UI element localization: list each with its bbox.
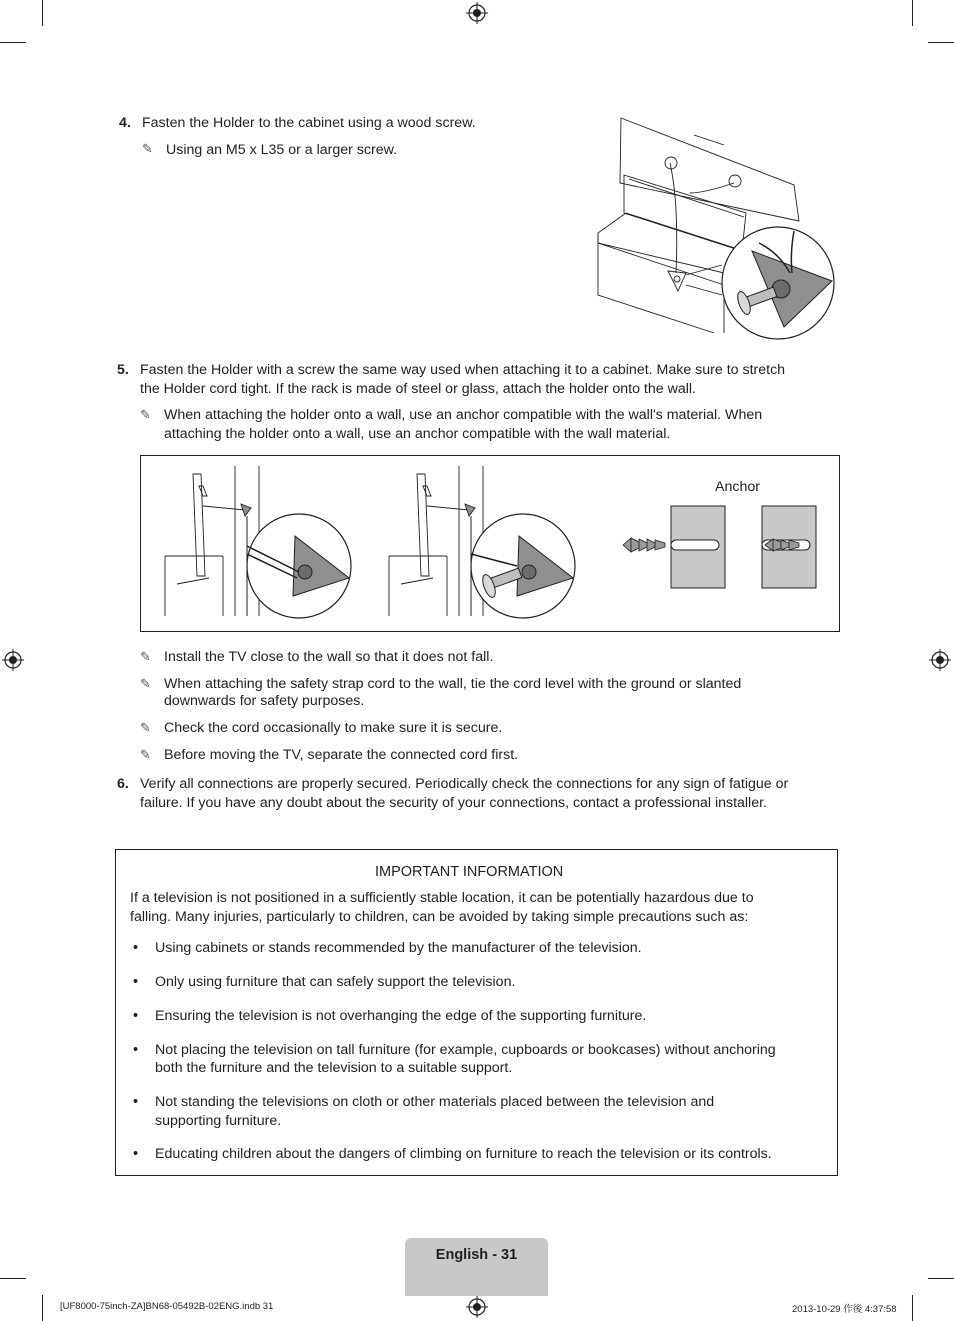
note-check-cord: Check the cord occasionally to make sure it is secure. — [164, 720, 503, 736]
step-4-number: 4. — [119, 115, 131, 131]
step-6-line1: Verify all connections are properly secured. Periodically check the connections for any sign of fatigue or — [140, 776, 789, 792]
wall-anchor-illustration — [621, 504, 821, 590]
bullet-dot: • — [133, 1042, 139, 1058]
crop-mark — [928, 42, 954, 43]
important-intro-line1: If a television is not positioned in a sufficiently stable location, it can be potentially hazardous due to — [130, 890, 754, 906]
crop-mark — [912, 1295, 913, 1321]
step-5-number: 5. — [117, 362, 129, 378]
footer-file-name: [UF8000-75inch-ZA]BN68-05492B-02ENG.indb 31 — [60, 1301, 274, 1312]
step-5-line1: Fasten the Holder with a screw the same way used when attaching it to a cabinet. Make sure to stretch — [140, 362, 786, 378]
step-6-line2: failure. If you have any doubt about the security of your connections, contact a professional installer. — [140, 795, 767, 811]
important-bullet: Using cabinets or stands recommended by the manufacturer of the television. — [155, 940, 642, 956]
bullet-dot: • — [133, 1008, 139, 1024]
important-bullet-continued: supporting furniture. — [155, 1113, 282, 1129]
pencil-note-icon: ✎ — [140, 748, 151, 763]
anchor-label: Anchor — [715, 479, 760, 495]
pencil-note-icon: ✎ — [142, 142, 153, 157]
important-bullet: Not standing the televisions on cloth or other materials placed between the television and — [155, 1094, 715, 1110]
important-bullet: Not placing the television on tall furniture (for example, cupboards or bookcases) without anchoring — [155, 1042, 776, 1058]
important-bullet-continued: both the furniture and the television to a suitable support. — [155, 1060, 513, 1076]
registration-mark-icon — [929, 649, 951, 671]
crop-mark — [42, 0, 43, 26]
step-5-note-line1: When attaching the holder onto a wall, use an anchor compatible with the wall's material. When — [164, 407, 763, 423]
crop-mark — [0, 1278, 26, 1279]
pencil-note-icon: ✎ — [140, 721, 151, 736]
wall-holder-illustration-1 — [163, 466, 353, 626]
note-install-close: Install the TV close to the wall so that it does not fall. — [164, 649, 494, 665]
cabinet-holder-illustration — [594, 113, 838, 343]
bullet-dot: • — [133, 974, 139, 990]
wall-mount-illustration-box — [140, 455, 840, 632]
important-bullet: Ensuring the television is not overhanging the edge of the supporting furniture. — [155, 1008, 647, 1024]
step-4-note: Using an M5 x L35 or a larger screw. — [166, 142, 398, 158]
pencil-note-icon: ✎ — [140, 677, 151, 692]
page-number: English - 31 — [435, 1247, 518, 1263]
step-5-line2: the Holder cord tight. If the rack is made of steel or glass, attach the holder onto the wall. — [140, 381, 696, 397]
important-bullet: Only using furniture that can safely support the television. — [155, 974, 516, 990]
important-bullet: Educating children about the dangers of climbing on furniture to reach the television or its controls. — [155, 1146, 772, 1162]
footer-timestamp: 2013-10-29 作後 4:37:58 — [792, 1304, 897, 1315]
wall-holder-illustration-2 — [387, 466, 577, 626]
crop-mark — [0, 42, 26, 43]
pencil-note-icon: ✎ — [140, 408, 151, 423]
important-information-title: IMPORTANT INFORMATION — [375, 864, 564, 880]
bullet-dot: • — [133, 1146, 139, 1162]
step-4-text: Fasten the Holder to the cabinet using a wood screw. — [142, 115, 476, 131]
registration-mark-icon — [2, 649, 24, 671]
crop-mark — [912, 0, 913, 26]
pencil-note-icon: ✎ — [140, 650, 151, 665]
note-strap-line1: When attaching the safety strap cord to the wall, tie the cord level with the ground or slanted — [164, 676, 742, 692]
bullet-dot: • — [133, 940, 139, 956]
important-intro-line2: falling. Many injuries, particularly to children, can be avoided by taking simple precautions such as: — [130, 909, 749, 925]
registration-mark-icon — [466, 2, 488, 24]
crop-mark — [42, 1295, 43, 1321]
bullet-dot: • — [133, 1094, 139, 1110]
crop-mark — [928, 1278, 954, 1279]
step-5-note-line2: attaching the holder onto a wall, use an anchor compatible with the wall material. — [164, 426, 671, 442]
note-strap-line2: downwards for safety purposes. — [164, 693, 365, 709]
registration-mark-icon — [466, 1296, 488, 1318]
note-before-moving: Before moving the TV, separate the connected cord first. — [164, 747, 519, 763]
step-6-number: 6. — [117, 776, 129, 792]
